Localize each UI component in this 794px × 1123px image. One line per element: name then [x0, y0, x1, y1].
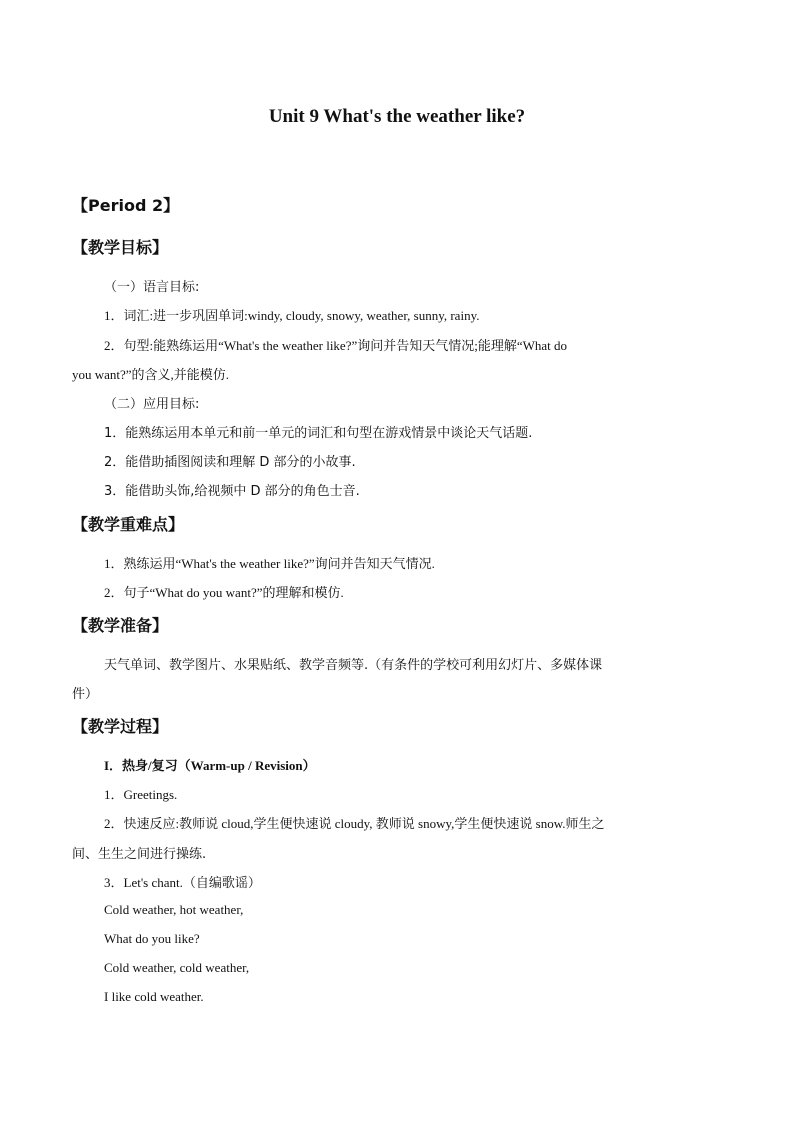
chant-line: What do you like? [104, 931, 200, 946]
language-goals-title: （一）语言目标: [104, 280, 200, 295]
application-goals-title: （二）应用目标: [104, 397, 200, 412]
application-goal-2: 2．能借助插图阅读和理解 D 部分的小故事. [104, 455, 356, 470]
chant-line: I like cold weather. [104, 989, 204, 1004]
page-title: Unit 9 What's the weather like? [268, 106, 526, 127]
key-points-heading: 【教学重难点】 [72, 515, 185, 534]
chant-line: Cold weather, hot weather, [104, 902, 244, 917]
warmup-step-3: 3．Let's chant.（自编歌谣） [104, 875, 261, 890]
warmup-step-1: 1．Greetings. [104, 787, 178, 802]
application-goal-1: 1．能熟练运用本单元和前一单元的词汇和句型在游戏情景中谈论天气话题. [104, 426, 533, 441]
warmup-step-2: 2．快速反应:教师说 cloud,学生便快速说 cloudy, 教师说 snowy,学生便快速说 snow.师生之 [104, 816, 605, 831]
period-heading: 【Period 2】 [72, 196, 180, 215]
chant-line: Cold weather, cold weather, [104, 960, 250, 975]
key-point-2: 2．句子“What do you want?”的理解和模仿. [104, 585, 344, 600]
application-goal-3: 3．能借助头饰,给视频中 D 部分的角色士音. [104, 484, 360, 499]
warmup-section-title: I．热身/复习（Warm-up / Revision） [104, 758, 316, 773]
goals-heading: 【教学目标】 [72, 238, 169, 257]
preparation-text: 天气单词、教学图片、水果贴纸、教学音频等.（有条件的学校可利用幻灯片、多媒体课 [104, 658, 603, 673]
key-point-1: 1．熟练运用“What's the weather like?”询问并告知天气情况. [104, 556, 435, 571]
language-goal-2: 2．句型:能熟练运用“What's the weather like?”询问并告知天气情况;能理解“What do [104, 338, 568, 353]
language-goal-2-cont: you want?”的含义,并能模仿. [72, 367, 230, 382]
warmup-step-2-cont: 间、生生之间进行操练. [72, 847, 207, 862]
language-goal-1: 1．词汇:进一步巩固单词:windy, cloudy, snowy, weather, sunny, rainy. [104, 308, 480, 323]
preparation-heading: 【教学准备】 [72, 616, 169, 635]
preparation-text-cont: 件） [72, 687, 99, 702]
process-heading: 【教学过程】 [72, 717, 169, 736]
